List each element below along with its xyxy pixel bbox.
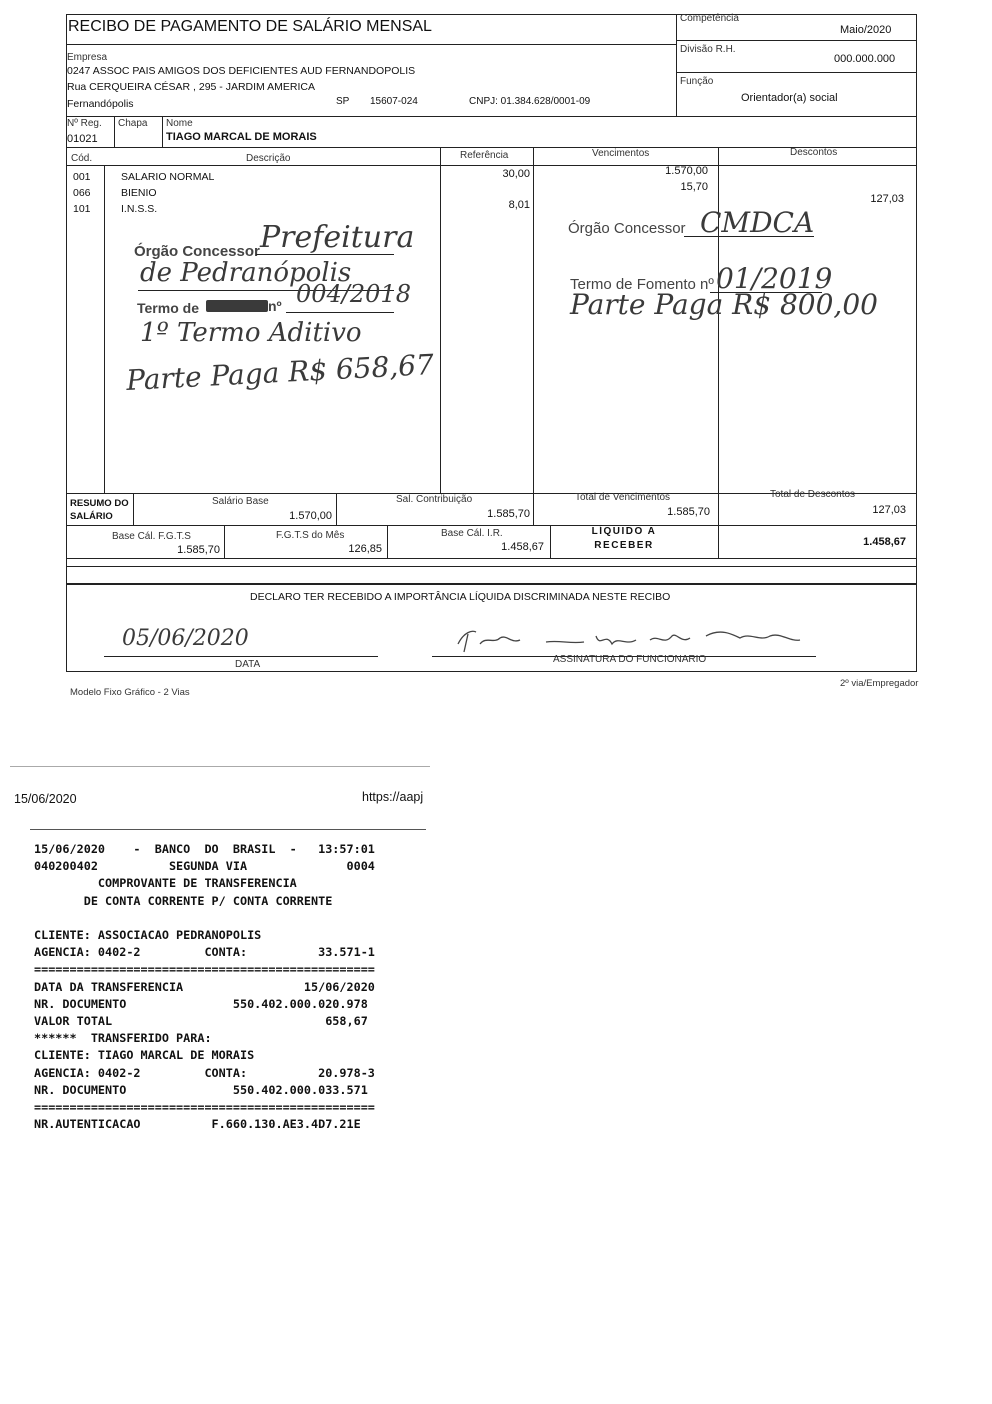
stamp-orgao-hand2: de Pedranópolis bbox=[140, 258, 352, 288]
receipt-line: CLIENTE: TIAGO MARCAL DE MORAIS bbox=[34, 1048, 255, 1063]
funcao-label: Função bbox=[680, 76, 714, 87]
competencia-label: Competência bbox=[680, 13, 739, 24]
receipt-line: ================================================ bbox=[34, 962, 375, 977]
receipt-line: DE CONTA CORRENTE P/ CONTA CORRENTE bbox=[34, 893, 333, 908]
col-descricao: Descrição bbox=[246, 153, 291, 164]
resumo-label: RESUMO DO SALÁRIO bbox=[70, 498, 129, 522]
fgts-mes-label: F.G.T.S do Mês bbox=[276, 530, 345, 541]
reg-value: 01021 bbox=[67, 133, 98, 145]
total-venc-value: 1.585,70 bbox=[667, 506, 710, 518]
col-referencia: Referência bbox=[460, 150, 509, 161]
divisao-label: Divisão R.H. bbox=[680, 44, 736, 55]
row-vencimentos: 1.570,00 bbox=[665, 165, 708, 177]
cidade-value: Fernandópolis bbox=[67, 98, 134, 110]
stamp-termo-label-right: Termo de Fomento nº bbox=[570, 276, 714, 293]
chapa-label: Chapa bbox=[118, 118, 148, 129]
col-descontos: Descontos bbox=[790, 147, 838, 158]
empresa-value: 0247 ASSOC PAIS AMIGOS DOS DEFICIENTES AUD FERNANDOPOLIS bbox=[67, 65, 416, 77]
stamp-orgao-hand: Prefeitura bbox=[260, 220, 415, 255]
liquido-value: 1.458,67 bbox=[863, 536, 906, 548]
base-fgts-label: Base Cál. F.G.T.S bbox=[112, 531, 191, 542]
receipt-line: AGENCIA: 0402-2 CONTA: 20.978-3 bbox=[34, 1065, 375, 1080]
receipt-line: AGENCIA: 0402-2 CONTA: 33.571-1 bbox=[34, 945, 375, 960]
competencia-value: Maio/2020 bbox=[840, 24, 892, 36]
stamp-orgao-hand-right: CMDCA bbox=[700, 206, 815, 239]
cep-value: 15607-024 bbox=[370, 96, 418, 107]
total-desc-label: Total de Descontos bbox=[770, 489, 856, 500]
row-cod: 101 bbox=[73, 203, 91, 215]
via-label: 2º via/Empregador bbox=[840, 678, 919, 689]
stamp-parte-hand: Parte Paga R$ 658,67 bbox=[125, 347, 435, 398]
receipt-line: NR. DOCUMENTO 550.402.000.020.978 bbox=[34, 996, 368, 1011]
base-ir-label: Base Cál. I.R. bbox=[441, 528, 503, 539]
data-label: DATA bbox=[235, 659, 261, 670]
cnpj-value: CNPJ: 01.384.628/0001-09 bbox=[469, 96, 591, 107]
print-url: https://aapj bbox=[362, 790, 424, 804]
row-referencia: 30,00 bbox=[502, 168, 530, 180]
divisao-value: 000.000.000 bbox=[834, 53, 896, 65]
row-descontos: 127,03 bbox=[870, 193, 904, 205]
liquido-label: LÍQUIDO A RECEBER bbox=[591, 526, 657, 551]
salario-base-label: Salário Base bbox=[212, 496, 269, 507]
stamp-orgao-label: Órgão Concessor bbox=[134, 243, 260, 260]
sal-contrib-label: Sal. Contribuição bbox=[396, 494, 473, 505]
reg-label: Nº Reg. bbox=[67, 118, 102, 129]
empresa-label: Empresa bbox=[67, 52, 108, 63]
stamp-parte-hand-right: Parte Paga R$ 800,00 bbox=[570, 288, 878, 321]
receipt-line: 15/06/2020 - BANCO DO BRASIL - 13:57:01 bbox=[34, 842, 375, 856]
stamp-orgao-label-right: Órgão Concessor bbox=[568, 220, 686, 237]
col-cod: Cód. bbox=[71, 153, 93, 164]
total-venc-label: Total de Vencimentos bbox=[575, 492, 671, 503]
receipt-line: COMPROVANTE DE TRANSFERENCIA bbox=[34, 876, 297, 891]
receipt-line: NR.AUTENTICACAO F.660.130.AE3.4D7.21E bbox=[34, 1117, 361, 1132]
stamp-termo-label: Termo de bbox=[137, 300, 199, 316]
row-cod: 066 bbox=[73, 187, 91, 199]
nome-value: TIAGO MARCAL DE MORAIS bbox=[166, 131, 317, 143]
signature-image bbox=[450, 622, 810, 658]
funcao-value: Orientador(a) social bbox=[741, 92, 838, 104]
stamp-termo-hand: 004/2018 bbox=[296, 280, 411, 308]
row-descricao: SALARIO NORMAL bbox=[121, 171, 215, 183]
endereco-value: Rua CERQUEIRA CÉSAR , 295 - JARDIM AMERICA bbox=[67, 81, 315, 93]
col-vencimentos: Vencimentos bbox=[592, 148, 650, 159]
date-handwritten: 05/06/2020 bbox=[122, 626, 249, 651]
salario-base-value: 1.570,00 bbox=[289, 510, 332, 522]
stamp-termo-hand-right: 01/2019 bbox=[716, 262, 833, 295]
assinatura-label: ASSINATURA DO FUNCIONARIO bbox=[553, 654, 707, 665]
row-vencimentos: 15,70 bbox=[680, 181, 708, 193]
receipt-line: CLIENTE: ASSOCIACAO PEDRANOPOLIS bbox=[34, 928, 262, 942]
row-descricao: I.N.S.S. bbox=[121, 203, 158, 215]
uf-value: SP bbox=[336, 96, 350, 107]
row-descricao: BIENIO bbox=[121, 187, 157, 199]
receipt-line: VALOR TOTAL 658,67 bbox=[34, 1014, 368, 1028]
modelo-label: Modelo Fixo Gráfico - 2 Vias bbox=[70, 687, 190, 698]
row-referencia: 8,01 bbox=[508, 199, 530, 211]
fgts-mes-value: 126,85 bbox=[348, 543, 382, 555]
stamp-termo-n: nº bbox=[268, 298, 282, 314]
stamp-aditivo-hand: 1º Termo Aditivo bbox=[140, 318, 362, 348]
receipt-line: ================================================ bbox=[34, 1100, 375, 1114]
row-cod: 001 bbox=[73, 171, 91, 183]
nome-label: Nome bbox=[166, 118, 193, 129]
receipt-line: ****** TRANSFERIDO PARA: bbox=[34, 1031, 212, 1046]
receipt-line: 040200402 SEGUNDA VIA 0004 bbox=[34, 859, 375, 874]
base-ir-value: 1.458,67 bbox=[501, 541, 544, 553]
declaration-text: DECLARO TER RECEBIDO A IMPORTÂNCIA LÍQUIDA DISCRIMINADA NESTE RECIBO bbox=[250, 591, 671, 603]
redaction-mark bbox=[206, 300, 268, 312]
payslip-title: RECIBO DE PAGAMENTO DE SALÁRIO MENSAL bbox=[68, 18, 432, 35]
total-desc-value: 127,03 bbox=[872, 504, 906, 516]
receipt-line: NR. DOCUMENTO 550.402.000.033.571 bbox=[34, 1082, 368, 1097]
base-fgts-value: 1.585,70 bbox=[177, 544, 220, 556]
print-date: 15/06/2020 bbox=[14, 792, 77, 806]
receipt-line: DATA DA TRANSFERENCIA 15/06/2020 bbox=[34, 979, 375, 994]
sal-contrib-value: 1.585,70 bbox=[487, 508, 530, 520]
